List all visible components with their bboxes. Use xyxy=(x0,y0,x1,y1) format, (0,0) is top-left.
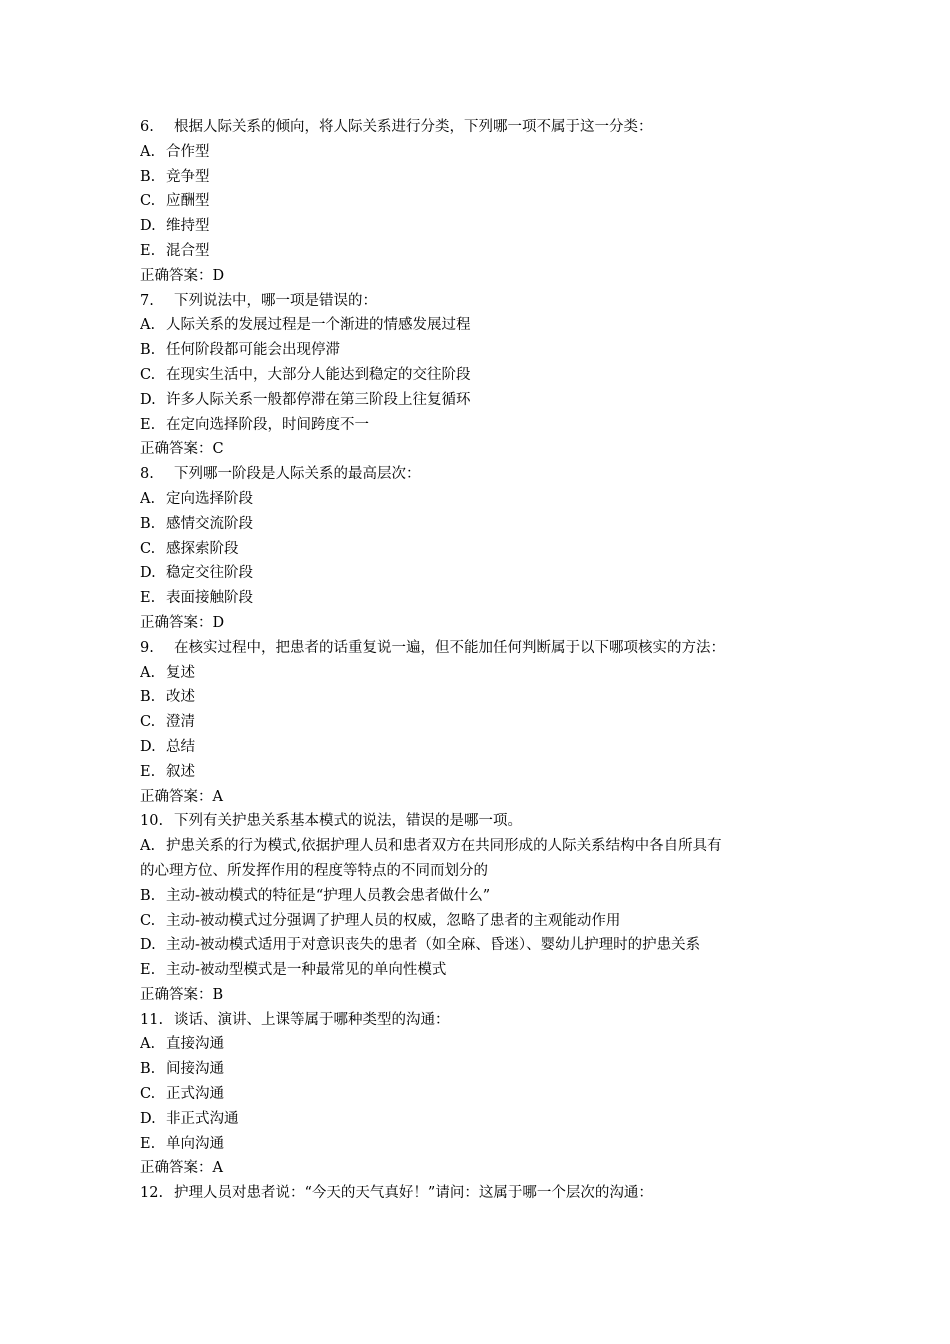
option-letter: E. xyxy=(140,590,156,607)
question-block xyxy=(140,115,820,289)
option-text: 感探索阶段 xyxy=(166,540,239,557)
option-text: 许多人际关系一般都停滞在第三阶段上往复循环 xyxy=(166,391,471,408)
option-item xyxy=(140,958,820,983)
answer-label: 正确答案： xyxy=(140,1160,213,1177)
correct-answer xyxy=(140,611,820,636)
answer-label: 正确答案： xyxy=(140,614,213,631)
option-text: 竞争型 xyxy=(166,168,210,185)
question-stem xyxy=(140,115,820,140)
option-item xyxy=(140,834,820,859)
option-text: 人际关系的发展过程是一个渐进的情感发展过程 xyxy=(166,317,471,334)
question-block xyxy=(140,1008,820,1182)
option-letter: B. xyxy=(140,515,156,532)
answer-value: D xyxy=(212,267,225,284)
option-text: 间接沟通 xyxy=(166,1061,224,1078)
question-block xyxy=(140,636,820,810)
option-text: 任何阶段都可能会出现停滞 xyxy=(166,342,340,359)
option-letter: C. xyxy=(140,1086,156,1103)
option-item xyxy=(140,140,820,165)
answer-label: 正确答案： xyxy=(140,986,213,1003)
correct-answer xyxy=(140,983,820,1008)
option-item xyxy=(140,1032,820,1057)
answer-value: B xyxy=(212,986,224,1003)
option-item xyxy=(140,388,820,413)
option-letter: B. xyxy=(140,887,156,904)
question-stem xyxy=(140,289,820,314)
option-letter: A. xyxy=(140,317,156,334)
question-stem xyxy=(140,809,820,834)
correct-answer xyxy=(140,1156,820,1181)
option-letter: A. xyxy=(140,664,156,681)
option-text: 护患关系的行为模式,依据护理人员和患者双方在共同形成的人际关系结构中各自所具有 xyxy=(166,838,722,855)
option-text: 主动-被动模式适用于对意识丧失的患者（如全麻、昏迷）、婴幼儿护理时的护患关系 xyxy=(166,937,701,954)
option-item xyxy=(140,933,820,958)
option-letter: D. xyxy=(140,937,156,954)
option-item xyxy=(140,189,820,214)
question-number: 9. xyxy=(140,639,154,656)
option-item xyxy=(140,239,820,264)
option-letter: E. xyxy=(140,763,156,780)
option-letter: D. xyxy=(140,218,156,235)
option-item xyxy=(140,1107,820,1132)
option-letter: B. xyxy=(140,342,156,359)
answer-value: C xyxy=(212,441,224,458)
option-item xyxy=(140,165,820,190)
option-text: 在定向选择阶段，时间跨度不一 xyxy=(166,416,369,433)
question-text: 根据人际关系的倾向，将人际关系进行分类，下列哪一项不属于这一分类： xyxy=(174,119,653,135)
correct-answer xyxy=(140,437,820,462)
question-block xyxy=(140,289,820,463)
question-list xyxy=(140,115,820,1206)
option-text: 主动-被动模式过分强调了护理人员的权威，忽略了患者的主观能动作用 xyxy=(166,912,621,929)
answer-value: A xyxy=(212,788,223,805)
question-number: 11. xyxy=(140,1011,164,1028)
question-block xyxy=(140,1181,820,1206)
option-letter: C. xyxy=(140,714,156,731)
option-text: 直接沟通 xyxy=(166,1036,224,1053)
option-text: 总结 xyxy=(166,738,195,755)
option-item xyxy=(140,1057,820,1082)
option-letter: A. xyxy=(140,143,156,160)
option-letter: B. xyxy=(140,1061,156,1078)
option-item xyxy=(140,512,820,537)
option-item xyxy=(140,537,820,562)
option-item xyxy=(140,413,820,438)
question-stem xyxy=(140,636,820,661)
option-letter: B. xyxy=(140,689,156,706)
correct-answer xyxy=(140,785,820,810)
question-block xyxy=(140,809,820,1007)
option-text: 非正式沟通 xyxy=(166,1110,239,1127)
option-text: 感情交流阶段 xyxy=(166,515,253,532)
option-letter: C. xyxy=(140,912,156,929)
option-item xyxy=(140,214,820,239)
option-item xyxy=(140,661,820,686)
option-letter: D. xyxy=(140,391,156,408)
option-letter: B. xyxy=(140,168,156,185)
option-letter: C. xyxy=(140,193,156,210)
option-letter: E. xyxy=(140,242,156,259)
question-stem xyxy=(140,462,820,487)
answer-label: 正确答案： xyxy=(140,788,213,805)
option-letter: C. xyxy=(140,366,156,383)
option-text: 主动-被动模式的特征是“护理人员教会患者做什么” xyxy=(166,887,491,904)
option-text: 维持型 xyxy=(166,218,210,235)
option-text: 表面接触阶段 xyxy=(166,590,253,607)
option-text: 改述 xyxy=(166,689,195,706)
question-block xyxy=(140,462,820,636)
question-number: 7. xyxy=(140,292,154,309)
option-letter: A. xyxy=(140,490,156,507)
question-text: 下列说法中，哪一项是错误的： xyxy=(174,292,377,309)
option-item xyxy=(140,735,820,760)
option-text: 主动-被动型模式是一种最常见的单向性模式 xyxy=(166,962,447,979)
option-text: 单向沟通 xyxy=(166,1135,224,1152)
option-item xyxy=(140,685,820,710)
option-text-continuation: 的心理方位、所发挥作用的程度等特点的不同而划分的 xyxy=(140,862,488,879)
question-text: 在核实过程中，把患者的话重复说一遍，但不能加任何判断属于以下哪项核实的方法： xyxy=(174,639,725,656)
answer-label: 正确答案： xyxy=(140,267,213,284)
option-item xyxy=(140,710,820,735)
option-letter: D. xyxy=(140,565,156,582)
question-stem xyxy=(140,1181,820,1206)
option-text: 复述 xyxy=(166,664,195,681)
option-item xyxy=(140,760,820,785)
answer-value: A xyxy=(212,1160,223,1177)
option-letter: D. xyxy=(140,738,156,755)
option-letter: C. xyxy=(140,540,156,557)
option-item xyxy=(140,487,820,512)
option-text: 稳定交往阶段 xyxy=(166,565,253,582)
question-number: 10. xyxy=(140,813,164,830)
option-text: 叙述 xyxy=(166,763,195,780)
option-item xyxy=(140,363,820,388)
option-text: 正式沟通 xyxy=(166,1086,224,1103)
option-text: 合作型 xyxy=(166,143,210,160)
question-text: 下列哪一阶段是人际关系的最高层次： xyxy=(174,466,421,483)
option-letter: E. xyxy=(140,1135,156,1152)
question-text: 护理人员对患者说：“今天的天气真好！”请问：这属于哪一个层次的沟通： xyxy=(174,1185,653,1202)
option-letter: A. xyxy=(140,838,156,855)
answer-value: D xyxy=(212,614,225,631)
question-number: 12. xyxy=(140,1185,164,1202)
correct-answer xyxy=(140,264,820,289)
option-item xyxy=(140,909,820,934)
option-item xyxy=(140,884,820,909)
question-number: 8. xyxy=(140,466,154,483)
option-item xyxy=(140,338,820,363)
option-letter: E. xyxy=(140,416,156,433)
question-number: 6. xyxy=(140,119,154,135)
answer-label: 正确答案： xyxy=(140,441,213,458)
question-stem xyxy=(140,1008,820,1033)
option-item xyxy=(140,1082,820,1107)
option-item xyxy=(140,561,820,586)
option-letter: D. xyxy=(140,1110,156,1127)
option-text: 在现实生活中，大部分人能达到稳定的交往阶段 xyxy=(166,366,471,383)
option-letter: E. xyxy=(140,962,156,979)
option-text: 定向选择阶段 xyxy=(166,490,253,507)
option-text: 澄清 xyxy=(166,714,195,731)
question-text: 谈话、演讲、上课等属于哪种类型的沟通： xyxy=(174,1011,450,1028)
option-item xyxy=(140,313,820,338)
option-item xyxy=(140,586,820,611)
option-item xyxy=(140,1132,820,1157)
option-text: 应酬型 xyxy=(166,193,210,210)
question-text: 下列有关护患关系基本模式的说法，错误的是哪一项。 xyxy=(174,813,522,830)
option-text: 混合型 xyxy=(166,242,210,259)
option-letter: A. xyxy=(140,1036,156,1053)
